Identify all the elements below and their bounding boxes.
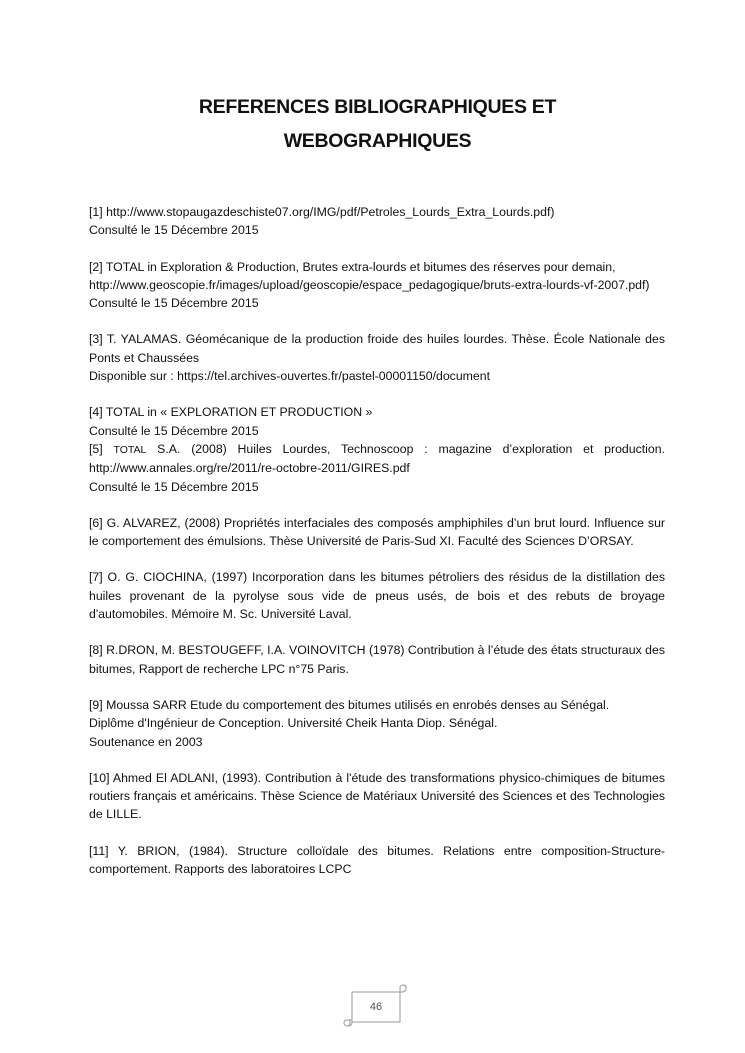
reference-item-8: [89, 641, 665, 678]
reference-item-2: [89, 258, 665, 313]
reference-text: [1] http://www.stopaugazdeschiste07.org/IMG/pdf/Petroles_Lourds_Extra_Lourds.pdf): [89, 205, 555, 219]
diploma-note: Diplôme d'Ingénieur de Conception. Université Cheik Hanta Diop. Sénégal.: [89, 716, 498, 731]
reference-text: [89, 440, 665, 478]
consulted-date: Consulté le 15 Décembre 2015: [89, 423, 259, 438]
reference-item-7: [89, 568, 665, 623]
availability-note: Disponible sur : https://tel.archives-ouvertes.fr/pastel-00001150/document: [89, 369, 490, 384]
reference-text: [3] T. YALAMAS. Géomécanique de la production froide des huiles lourdes. Thèse. École Nationale des Ponts et Chaussées: [89, 332, 665, 365]
reference-item-4: [89, 403, 665, 440]
reference-text: [8] R.DRON, M. BESTOUGEFF, I.A. VOINOVITCH (1978) Contribution à l’étude des états structuraux des bitumes, Rapport de recherche LPC n°75 Paris.: [89, 643, 665, 676]
page-title: [90, 90, 665, 158]
consulted-date: Consulté le 15 Décembre 2015: [89, 479, 259, 494]
reference-text: [6] G. ALVAREZ, (2008) Propriétés interfaciales des composés amphiphiles d’un brut lourd. Influence sur le comportement des émulsions. Thèse Université de Paris-Sud XI. Faculté des Sciences D’ORSAY.: [89, 515, 665, 549]
reference-text: [10] Ahmed El ADLANI, (1993). Contribution à l'étude des transformations physico-chimiques de bitumes routiers français et américains. Thèse Science de Matériaux Université des Sciences et des Technologies de LILLE.: [89, 770, 665, 822]
reference-text: [7] O. G. CIOCHINA, (1997) Incorporation dans les bitumes pétroliers des résidus de la distillation des huiles provenant de la pyrolyse sous vide de pneus usés, de bois et des rebuts de broyage d'automobiles. Mémoire M. Sc. Université Laval.: [89, 570, 665, 622]
reference-item-3: [89, 330, 665, 385]
reference-item-11: [89, 842, 665, 879]
reference-body: S.A. (2008) Huiles Lourdes, Technoscoop : magazine d’exploration et production. http://www.annales.org/re/2011/re-octobre-2011/GIRES.pdf: [89, 441, 666, 476]
page-number-scroll: [342, 984, 410, 1028]
title-line-1: REFERENCES BIBLIOGRAPHIQUES ET: [198, 96, 557, 118]
reference-item-6: [89, 514, 665, 551]
title-line-2: WEBOGRAPHIQUES: [283, 130, 472, 152]
reference-number: [5]: [89, 441, 114, 456]
reference-item-9: [89, 696, 665, 751]
reference-text: [9] Moussa SARR Etude du comportement des bitumes utilisés en enrobés denses au Sénégal.: [89, 697, 610, 712]
reference-list: [89, 203, 665, 896]
total-name: TOTAL: [113, 443, 147, 456]
reference-text: [2] TOTAL in Exploration & Production, Brutes extra-lourds et bitumes des réserves pour demain,: [89, 259, 616, 274]
consulted-date: Consulté le 15 Décembre 2015: [89, 223, 259, 238]
reference-text: [4] TOTAL in « EXPLORATION ET PRODUCTION »: [89, 405, 373, 420]
defense-note: Soutenance en 2003: [89, 734, 203, 749]
reference-url: http://www.geoscopie.fr/images/upload/geoscopie/espace_pedagogique/bruts-extra-lourds-vf-2007.pdf): [89, 277, 650, 292]
reference-item-10: [89, 769, 665, 824]
reference-item-5: [89, 440, 665, 496]
consulted-date: Consulté le 15 Décembre 2015: [89, 296, 259, 311]
reference-item-1: [89, 203, 665, 240]
reference-text: [11] Y. BRION, (1984). Structure colloïdale des bitumes. Relations entre composition-Structure-comportement. Rapports des laboratoires LCPC: [89, 843, 665, 877]
page-number: 46: [369, 1001, 383, 1013]
